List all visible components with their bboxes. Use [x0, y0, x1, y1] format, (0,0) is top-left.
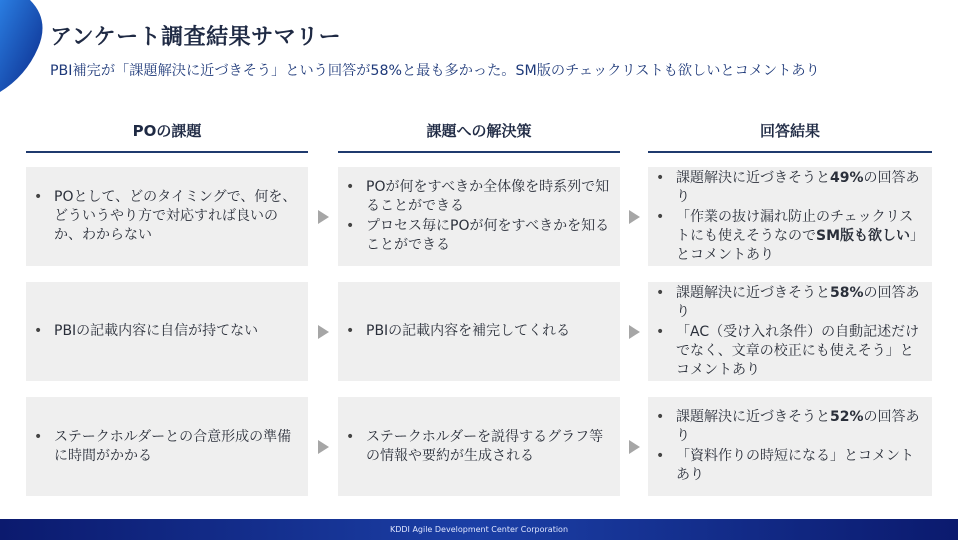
bullet-item: • POとして、どのタイミングで、何を、どういうやり方で対応すれば良いのか、わからない: [54, 188, 300, 245]
column-header-solution: 課題への解決策: [426, 122, 532, 140]
bullet-item: [676, 208, 924, 265]
page-title: アンケート調査結果サマリー: [50, 25, 342, 50]
bullet-item: • PBIの記載内容に自信が持てない: [54, 322, 300, 341]
arrow-right-icon: [629, 440, 640, 454]
issue-cell: [26, 397, 308, 496]
page-subtitle: PBI補完が「課題解決に近づきそう」という回答が58%と最も多かった。SM版のチェックリストも欲しいとコメントあり: [50, 63, 820, 79]
bullet-item: • POが何をすべきか全体像を時系列で知ることができる: [366, 178, 612, 216]
result-cell: [648, 282, 932, 381]
bullet-list: [366, 322, 612, 341]
bullet-text: 「資料作りの時短になる」とコメントあり: [676, 448, 914, 483]
bullet-item: [676, 169, 924, 207]
arrow-right-icon: [629, 325, 640, 339]
bullet-list: [54, 322, 300, 341]
bullet-text: 課題解決に近づきそうと: [676, 284, 830, 301]
column-divider-issue: [26, 151, 308, 153]
bullet-text: の回答あり: [676, 284, 920, 320]
bullet-text: の回答あり: [676, 169, 920, 205]
bullet-emphasis: 58%: [830, 284, 864, 301]
solution-cell: [338, 282, 620, 381]
solution-cell: [338, 167, 620, 266]
bullet-text: 」とコメントあり: [676, 227, 925, 263]
bullet-text: 課題解決に近づきそうと: [676, 409, 830, 425]
bullet-text: 「作業の抜け漏れ防止のチェックリストにも使えそうなので: [676, 208, 914, 244]
bullet-list: [366, 178, 612, 255]
bullet-item: • プロセス毎にPOが何をすべきかを知ることができる: [366, 217, 612, 255]
bullet-item: [676, 323, 924, 380]
bullet-list: [54, 428, 300, 466]
bullet-emphasis: 49%: [830, 169, 864, 186]
arrow-right-icon: [629, 210, 640, 224]
bullet-emphasis: SM版も欲しい: [816, 227, 911, 244]
bullet-item: • ステークホルダーを説得するグラフ等の情報や要約が生成される: [366, 428, 612, 466]
bullet-item: [676, 447, 924, 485]
bullet-list: [676, 169, 924, 265]
result-cell: [648, 167, 932, 266]
bullet-list: [54, 188, 300, 245]
corner-accent-shape: [0, 0, 46, 92]
bullet-text: 課題解決に近づきそうと: [676, 169, 830, 186]
bullet-emphasis: 52%: [830, 409, 864, 425]
solution-cell: [338, 397, 620, 496]
bullet-item: • ステークホルダーとの合意形成の準備に時間がかかる: [54, 428, 300, 466]
bullet-item: • PBIの記載内容を補完してくれる: [366, 322, 612, 341]
column-header-issue: POの課題: [132, 122, 202, 140]
issue-cell: [26, 282, 308, 381]
bullet-list: [676, 408, 924, 485]
bullet-item: [676, 408, 924, 446]
footer-company: KDDI Agile Development Center Corporation: [389, 525, 569, 534]
footer-bar: [0, 519, 958, 540]
result-cell: [648, 397, 932, 496]
arrow-right-icon: [318, 325, 329, 339]
bullet-list: [676, 284, 924, 380]
bullet-text: 「AC（受け入れ条件）の自動記述だけでなく、文章の校正にも使えそう」とコメントあり: [676, 323, 920, 378]
column-divider-solution: [338, 151, 620, 153]
arrow-right-icon: [318, 210, 329, 224]
bullet-text: の回答あり: [676, 409, 920, 444]
bullet-item: [676, 284, 924, 322]
arrow-right-icon: [318, 440, 329, 454]
column-header-result: 回答結果: [759, 122, 820, 140]
issue-cell: [26, 167, 308, 266]
column-divider-result: [648, 151, 932, 153]
bullet-list: [366, 428, 612, 466]
